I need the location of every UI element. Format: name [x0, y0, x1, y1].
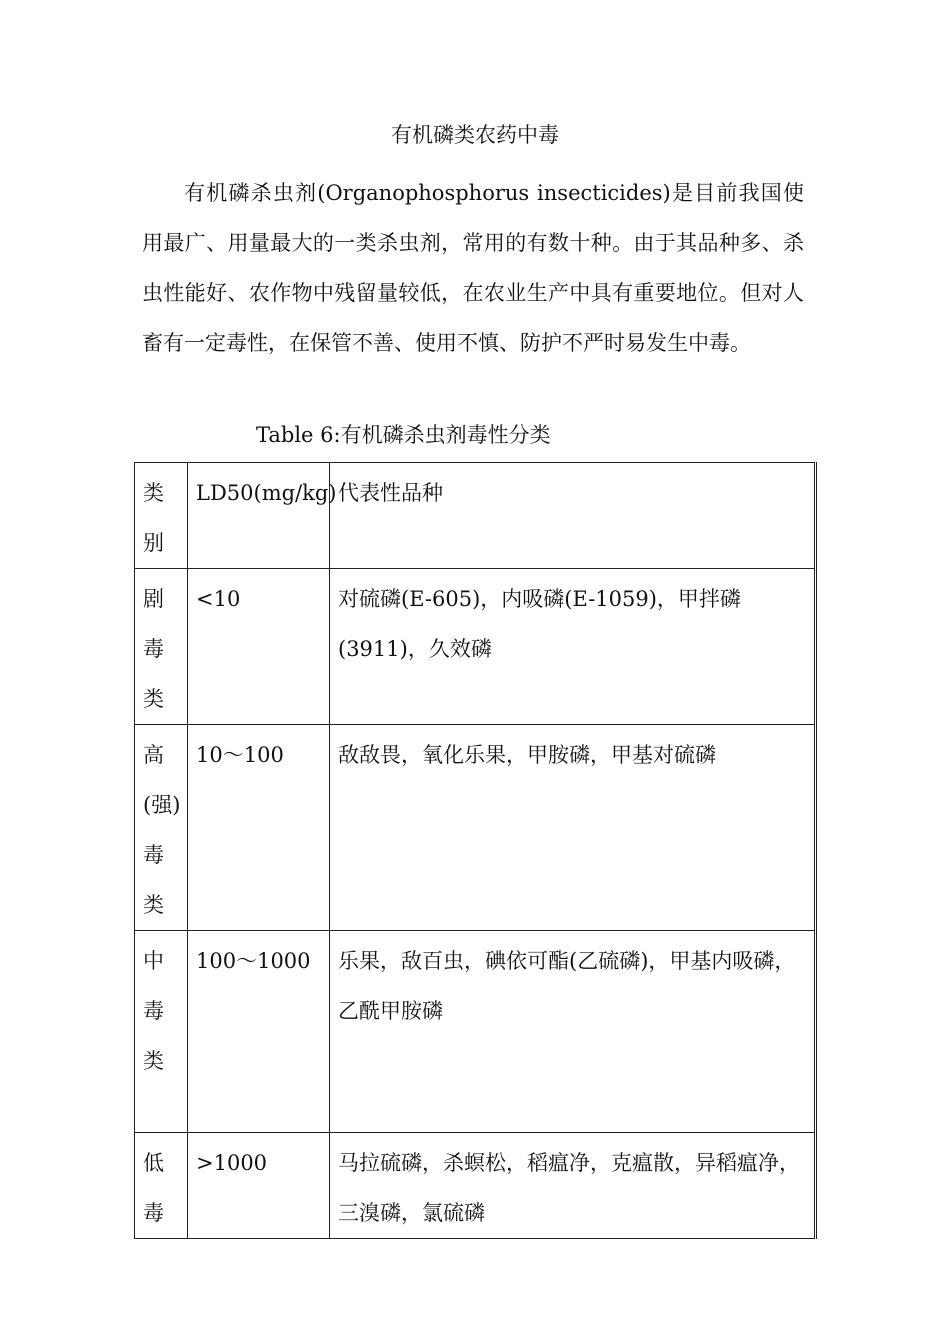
row-category	[135, 725, 188, 931]
table-header-row	[135, 463, 816, 569]
category-glyph: 低	[143, 1151, 164, 1175]
category-glyph: 类	[143, 687, 164, 711]
row-ld50: 10～100	[188, 725, 330, 931]
row-ld50: 100～1000	[188, 931, 330, 1133]
category-glyph: 中	[143, 949, 164, 973]
table-row	[135, 931, 816, 1133]
table-caption: Table 6:有机磷杀虫剂毒性分类	[256, 423, 551, 447]
category-glyph: 毒	[143, 999, 164, 1023]
row-ld50: >1000	[188, 1133, 330, 1239]
row-examples: 对硫磷(E-605)，内吸磷(E-1059)，甲拌磷(3911)，久效磷	[330, 569, 816, 725]
category-glyph: 毒	[143, 843, 164, 867]
row-category	[135, 931, 188, 1133]
row-examples: 敌敌畏，氧化乐果，甲胺磷，甲基对硫磷	[330, 725, 816, 931]
category-glyph: 高	[143, 743, 164, 767]
category-glyph: 类	[143, 893, 164, 917]
category-glyph: (强)	[143, 793, 181, 817]
row-examples: 马拉硫磷，杀螟松，稻瘟净，克瘟散，异稻瘟净，三溴磷，氯硫磷	[330, 1133, 816, 1239]
category-glyph: 类	[143, 1049, 164, 1073]
row-examples: 乐果，敌百虫，碘依可酯(乙硫磷)，甲基内吸磷，乙酰甲胺磷	[330, 931, 816, 1133]
header-ld50: LD50(mg/kg)	[188, 463, 330, 569]
category-glyph: 毒	[143, 637, 164, 661]
table-row	[135, 1133, 816, 1239]
category-glyph: 毒	[143, 1201, 164, 1225]
row-category	[135, 1133, 188, 1239]
row-ld50: <10	[188, 569, 330, 725]
header-examples: 代表性品种	[330, 463, 816, 569]
header-category	[135, 463, 188, 569]
category-glyph: 类	[143, 481, 164, 505]
table-row	[135, 569, 816, 725]
intro-paragraph: 有机磷杀虫剂(Organophosphorus insecticides)是目前我国使用最广、用量最大的一类杀虫剂，常用的有数十种。由于其品种多、杀虫性能好、农作物中残留量较低，在农业生产中具有重要地位。但对人畜有一定毒性，在保管不善、使用不慎、防护不严时易发生中毒。	[142, 181, 804, 355]
row-category	[135, 569, 188, 725]
toxicity-table	[134, 462, 817, 1239]
category-glyph: 剧	[143, 587, 164, 611]
table-row	[135, 725, 816, 931]
page-title: 有机磷类农药中毒	[391, 123, 559, 147]
category-glyph: 别	[143, 531, 164, 555]
